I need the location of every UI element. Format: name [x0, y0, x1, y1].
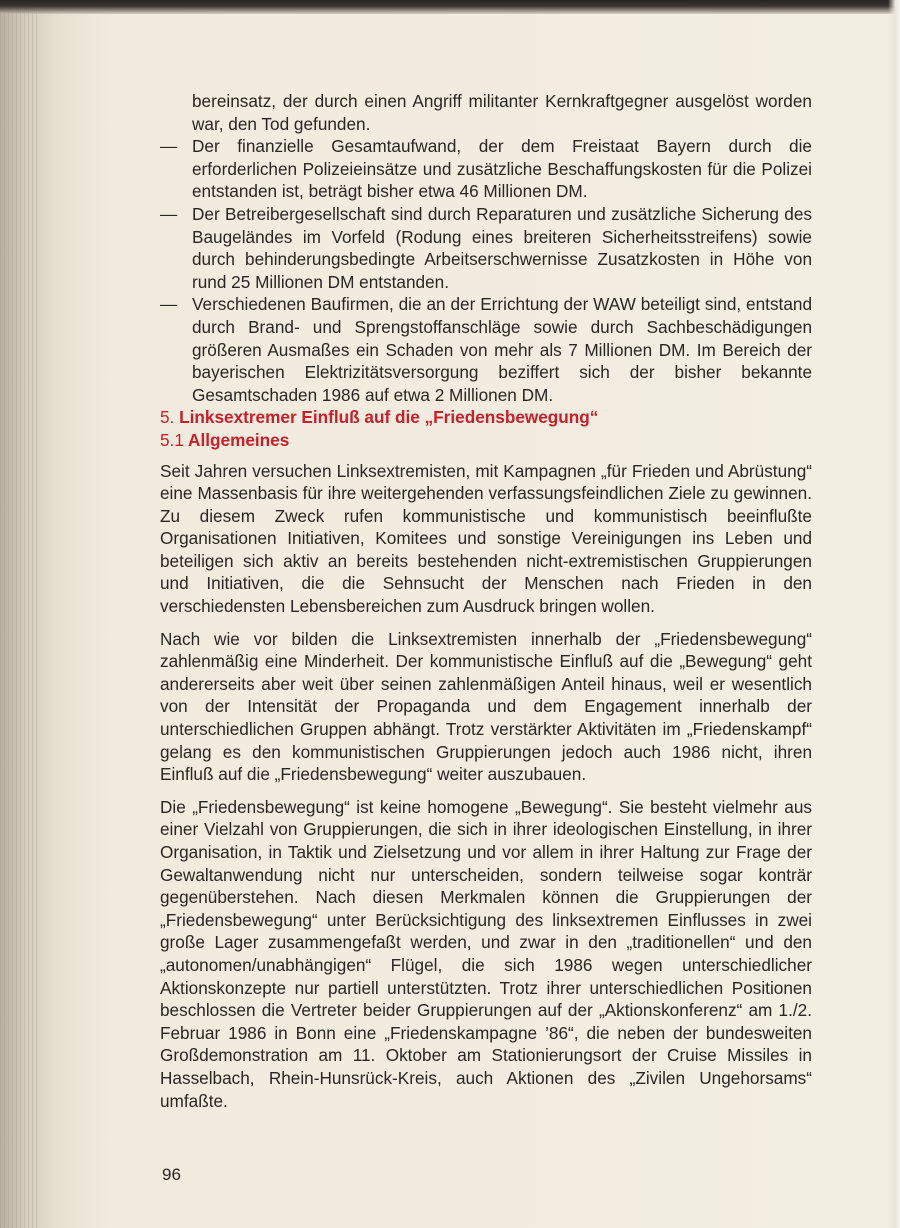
bullet-item	[160, 135, 812, 203]
section-title: Linksextremer Einfluß auf die „Friedensbewegung“	[179, 407, 599, 428]
section-number: 5.	[160, 407, 175, 428]
page-content	[160, 90, 812, 1112]
bullet-text: Der finanzielle Gesamtaufwand, der dem Freistaat Bayern durch die erforderlichen Polizeieinsätze und zusätzliche Beschaffungskosten für die Polizei entstanden ist, beträgt bisher etwa 46 Millionen DM.	[192, 136, 812, 202]
bullet-item	[160, 293, 812, 406]
bullet-item	[160, 203, 812, 293]
subsection-title: Allgemeines	[188, 429, 290, 450]
bullet-dash: —	[160, 203, 178, 224]
page-number: 96	[162, 1165, 181, 1184]
bullet-dash: —	[160, 136, 178, 157]
subsection-number: 5.1	[160, 429, 184, 450]
bullet-text: Verschiedenen Baufirmen, die an der Errichtung der WAW beteiligt sind, entstand durch Brand- und Sprengstoffanschläge sowie durch Sachbeschädigungen größeren Ausmaßes ein Schaden von mehr als 7 Millionen DM. Im Bereich der bayerischen Elektrizitätsversorgung beziffert sich der bisher bekannte Gesamtschaden 1986 auf etwa 2 Millionen DM.	[192, 294, 812, 405]
section-heading	[160, 406, 812, 429]
page-binding-edge	[0, 0, 40, 1228]
bullet-text: Der Betreibergesellschaft sind durch Reparaturen und zusätzliche Sicherung des Baugeländes im Vorfeld (Rodung eines breiteren Sicherheitsstreifens) sowie durch behinderungsbedingte Arbeitserschwernisse Zusatzkosten in Höhe von rund 25 Millionen DM entstanden.	[192, 203, 812, 292]
body-paragraph: Die „Friedensbewegung“ ist keine homogene „Bewegung“. Sie besteht vielmehr aus einer Vielzahl von Gruppierungen, die sich in ihrer ideologischen Einstellung, in ihrer Organisation, in Taktik und Zielsetzung und vor allem in ihrer Haltung zur Frage der Gewaltanwendung nicht nur unterscheiden, sondern teilweise sogar konträr gegenüberstehen. Nach diesen Merkmalen können die Gruppierungen der „Friedensbewegung“ unter Berücksichtigung des linksextremen Einflusses in zwei große Lager zusammengefaßt werden, und zwar in den „traditionellen“ und den „autonomen/unabhängigen“ Flügel, die sich 1986 wegen unterschiedlicher Aktionskonzepte nur partiell unterstützten. Trotz ihrer unterschiedlichen Positionen beschlossen die Vertreter beider Gruppierungen auf der „Aktionskonferenz“ am 1./2. Februar 1986 in Bonn eine „Friedenskampagne ’86“, die neben der bundesweiten Großdemonstration am 11. Oktober am Stationierungsort der Cruise Missiles in Hasselbach, Rhein-Hunsrück-Kreis, auch Aktionen des „Zivilen Ungehorsams“ umfaßte.	[160, 796, 812, 1111]
body-paragraph: Seit Jahren versuchen Linksextremisten, mit Kampagnen „für Frieden und Abrüstung“ eine Massenbasis für ihre weitergehenden verfassungsfeindlichen Ziele zu gewinnen. Zu diesem Zweck rufen kommunistische und kommunistisch beeinflußte Organisationen Initiativen, Komitees und sonstige Vereinigungen ins Leben und beteiligen sich aktiv an bereits bestehenden nicht-extremistischen Gruppierungen und Initiativen, die die Sehnsucht der Menschen nach Frieden in den verschiedensten Lebensbereichen zum Ausdruck bringen wollen.	[160, 460, 812, 617]
page-right-edge	[888, 0, 900, 1228]
body-paragraph: Nach wie vor bilden die Linksextremisten innerhalb der „Friedensbewegung“ zahlenmäßig eine Minderheit. Der kommunistische Einfluß auf die „Bewegung“ geht andererseits aber weit über seinen zahlenmäßigen Anteil hinaus, weil er wesentlich von der Intensität der Propaganda und dem Engagement innerhalb der unterschiedlichen Gruppen abhängt. Trotz verstärkter Aktivitäten im „Friedenskampf“ gelang es den kommunistischen Gruppierungen jedoch auch 1986 nicht, ihren Einfluß auf die „Friedensbewegung“ weiter auszubauen.	[160, 628, 812, 785]
subsection-heading	[160, 429, 812, 452]
bullet-dash: —	[160, 294, 178, 315]
page-top-shadow	[0, 0, 900, 14]
intro-paragraph: bereinsatz, der durch einen Angriff militanter Kernkraftgegner ausgelöst worden war, den Tod gefunden.	[192, 91, 812, 134]
